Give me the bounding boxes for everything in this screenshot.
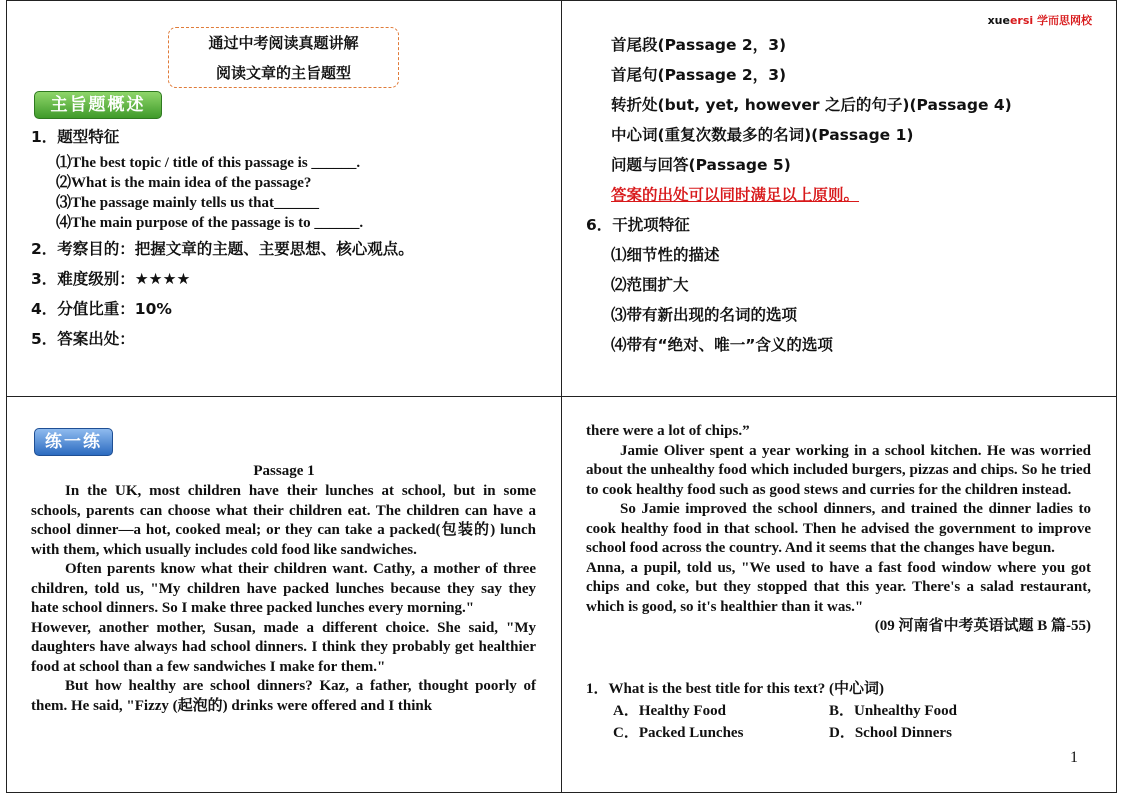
question-form-3: ⑶The passage mainly tells us that______: [56, 195, 319, 211]
passage-paragraph: However, another mother, Susan, made a different choice. She said, "My daughters have always had school dinners. I think they probably get healthier food at school than a few sandwiches I make for them.": [31, 619, 536, 675]
item-2-purpose: 2．考察目的：把握文章的主题、主要思想、核心观点。: [31, 240, 414, 258]
page-number: 1: [1070, 749, 1078, 766]
panel-top-left: [7, 1, 561, 396]
passage-paragraph: Anna, a pupil, told us, "We used to have a fast food window where you got chips and coke, but they stopped that this year. There's a salad restaurant, which is good, so it's healthier than it was.": [586, 559, 1091, 615]
panel-bottom-left: [7, 397, 561, 792]
source-rule-1: 首尾段(Passage 2，3): [611, 36, 787, 54]
passage-source: (09 河南省中考英语试题 B 篇-55): [874, 618, 1091, 634]
source-rule-3: 转折处(but, yet, however 之后的句子)(Passage 4): [611, 96, 1012, 114]
question-form-4: ⑷The main purpose of the passage is to ______.: [56, 215, 364, 231]
distractor-2: ⑵范围扩大: [611, 276, 689, 294]
passage-paragraph: there were a lot of chips.”: [586, 423, 750, 439]
item-6-distractors: 6．干扰项特征: [586, 216, 690, 234]
passage-body-right: [586, 422, 1091, 637]
passage-title: Passage 1: [253, 463, 315, 479]
option-b[interactable]: B．Unhealthy Food: [829, 703, 957, 719]
item-4-weight: 4．分值比重：10%: [31, 300, 172, 318]
passage-body-left: [31, 482, 536, 716]
summary-badge: 主旨题概述: [34, 91, 162, 119]
practice-badge: 练一练: [34, 428, 113, 456]
source-rule-4: 中心词(重复次数最多的名词)(Passage 1): [611, 126, 914, 144]
passage-paragraph: But how healthy are school dinners? Kaz, a father, thought poorly of them. He said, "Fizzy (起泡的) drinks were offered and I think: [31, 678, 536, 714]
question-1: 1．What is the best title for this text? (中心词): [586, 681, 885, 697]
distractor-3: ⑶带有新出现的名词的选项: [611, 306, 798, 324]
passage-paragraph: Often parents know what their children want. Cathy, a mother of three children, told us, "My children have packed lunches because they say they hate school dinners. So I make three packed lunches every morning.": [31, 561, 536, 616]
source-rule-2: 首尾句(Passage 2，3): [611, 66, 787, 84]
option-a[interactable]: A．Healthy Food: [613, 703, 726, 719]
brand-logo: xueersi 学而思网校: [987, 14, 1092, 27]
brand-logo-text: 学而思网校: [1037, 14, 1092, 27]
distractor-1: ⑴细节性的描述: [611, 246, 720, 264]
option-d[interactable]: D．School Dinners: [829, 725, 952, 741]
item-1-heading: 1．题型特征: [31, 128, 120, 146]
item-5-answer-source: 5．答案出处：: [31, 330, 135, 348]
question-form-1: ⑴The best topic / title of this passage is ______.: [56, 155, 361, 171]
distractor-4: ⑷带有“绝对、唯一”含义的选项: [611, 336, 833, 354]
lesson-title-line1: 通过中考阅读真题讲解: [208, 34, 359, 52]
source-rule-5: 问题与回答(Passage 5): [611, 156, 791, 174]
passage-paragraph: Jamie Oliver spent a year working in a school kitchen. He was worried about the unhealthy food which included burgers, pizzas and chips. So he tried to cook healthy food such as good stews and curries for the children instead.: [586, 442, 1091, 498]
question-form-2: ⑵What is the main idea of the passage?: [56, 175, 312, 191]
lesson-title-line2: 阅读文章的主旨题型: [215, 64, 351, 82]
passage-paragraph: In the UK, most children have their lunches at school, but in some schools, parents can choose what their children eat. The children can have a school dinner—a hot, cooked meal; or they can take a packed(包装的) lunch with them, which usually includes cold food like sandwiches.: [31, 483, 536, 558]
panel-top-right: [562, 1, 1116, 396]
item-3-difficulty: 3．难度级别：★★★★: [31, 270, 191, 288]
source-rule-note: 答案的出处可以同时满足以上原则。: [611, 186, 860, 204]
panel-bottom-right: [562, 397, 1116, 792]
passage-paragraph: So Jamie improved the school dinners, and trained the dinner ladies to cook healthy food in that school. Then he advised the government to improve school food across the country. And it seems that the changes have begun.: [586, 501, 1091, 556]
option-c[interactable]: C．Packed Lunches: [613, 725, 744, 741]
lesson-title-box: [168, 27, 399, 88]
